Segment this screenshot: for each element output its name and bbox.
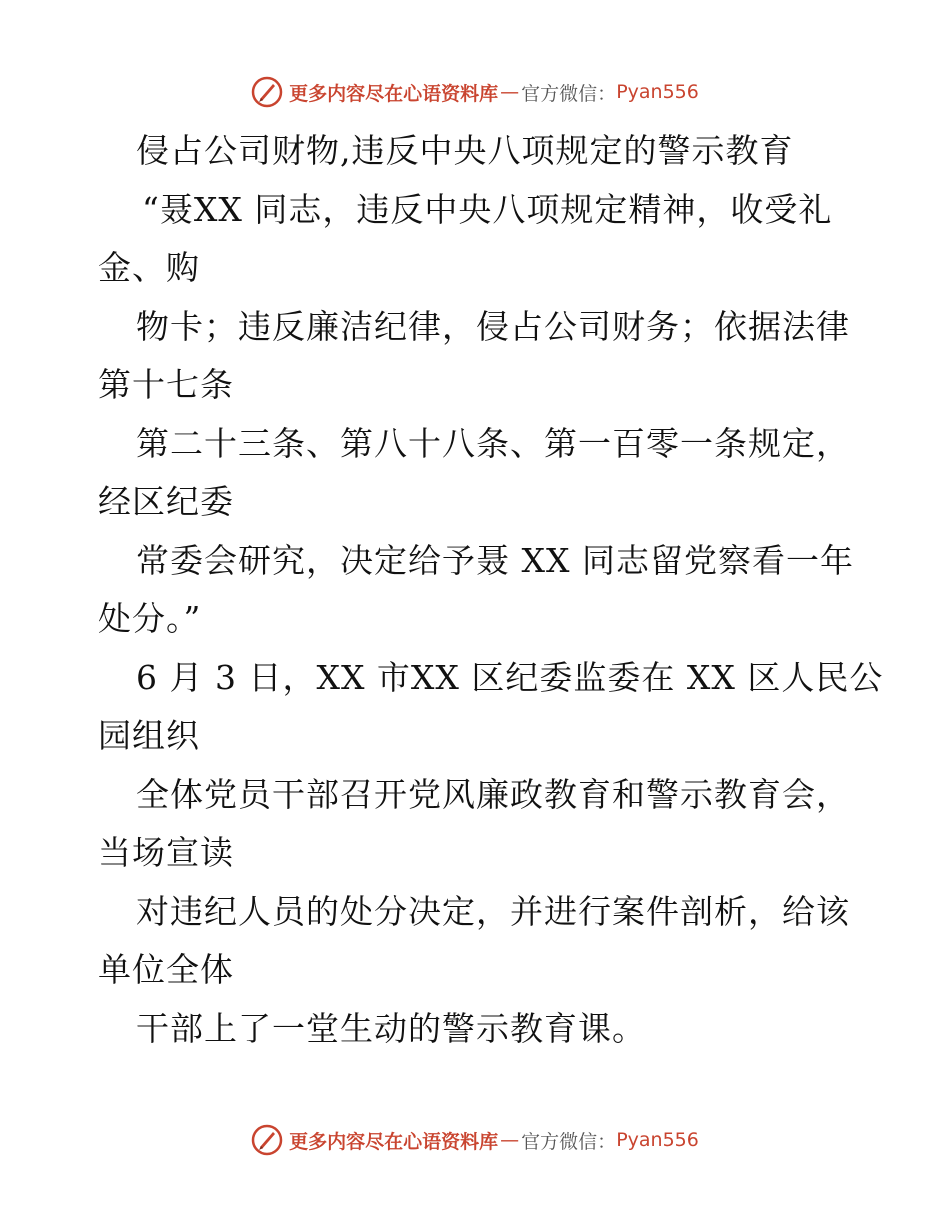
banner-official-label: 官方微信： <box>521 82 617 105</box>
text-line: 当场宣读 <box>98 833 234 872</box>
header-banner <box>0 72 950 112</box>
text-line: 物卡；违反廉洁纪律，侵占公司财务；依据法律 <box>136 306 850 346</box>
text-line: 处分。” <box>98 599 202 638</box>
banner-brand: 更多内容尽在心语资料库 <box>289 1130 499 1153</box>
quill-logo-icon <box>251 1124 283 1156</box>
text-line: 单位全体 <box>98 950 234 989</box>
text-line: 6 月 3 日，XX 市XX 区纪委监委在 XX 区人民公 <box>136 657 884 697</box>
banner-wechat-id: Pyan556 <box>616 1129 699 1151</box>
text-line: 园组织 <box>98 716 200 755</box>
text-line: 经区纪委 <box>98 482 234 521</box>
text-line: 第十七条 <box>98 365 234 404</box>
text-line: 对违纪人员的处分决定，并进行案件剖析，给该 <box>136 891 850 931</box>
text-line: 全体党员干部召开党风廉政教育和警示教育会， <box>136 774 850 814</box>
text-line: 第二十三条、第八十八条、第一百零一条规定， <box>136 423 850 463</box>
text-line: “聂XX 同志，违反中央八项规定精神，收受礼 <box>142 189 833 229</box>
banner-official-label: 官方微信： <box>521 1130 617 1153</box>
document-body <box>98 122 884 1058</box>
text-line: 干部上了一堂生动的警示教育课。 <box>136 1008 646 1048</box>
footer-banner <box>0 1120 950 1160</box>
quill-logo-icon <box>251 76 283 108</box>
banner-brand: 更多内容尽在心语资料库 <box>289 82 499 105</box>
text-line: 金、购 <box>98 248 200 287</box>
banner-wechat-id: Pyan556 <box>616 81 699 103</box>
banner-dash: — <box>500 81 520 103</box>
banner-dash: — <box>500 1129 520 1151</box>
document-title: 侵占公司财物,违反中央八项规定的警示教育 <box>136 131 794 170</box>
text-line: 常委会研究，决定给予聂 XX 同志留党察看一年 <box>136 540 854 580</box>
